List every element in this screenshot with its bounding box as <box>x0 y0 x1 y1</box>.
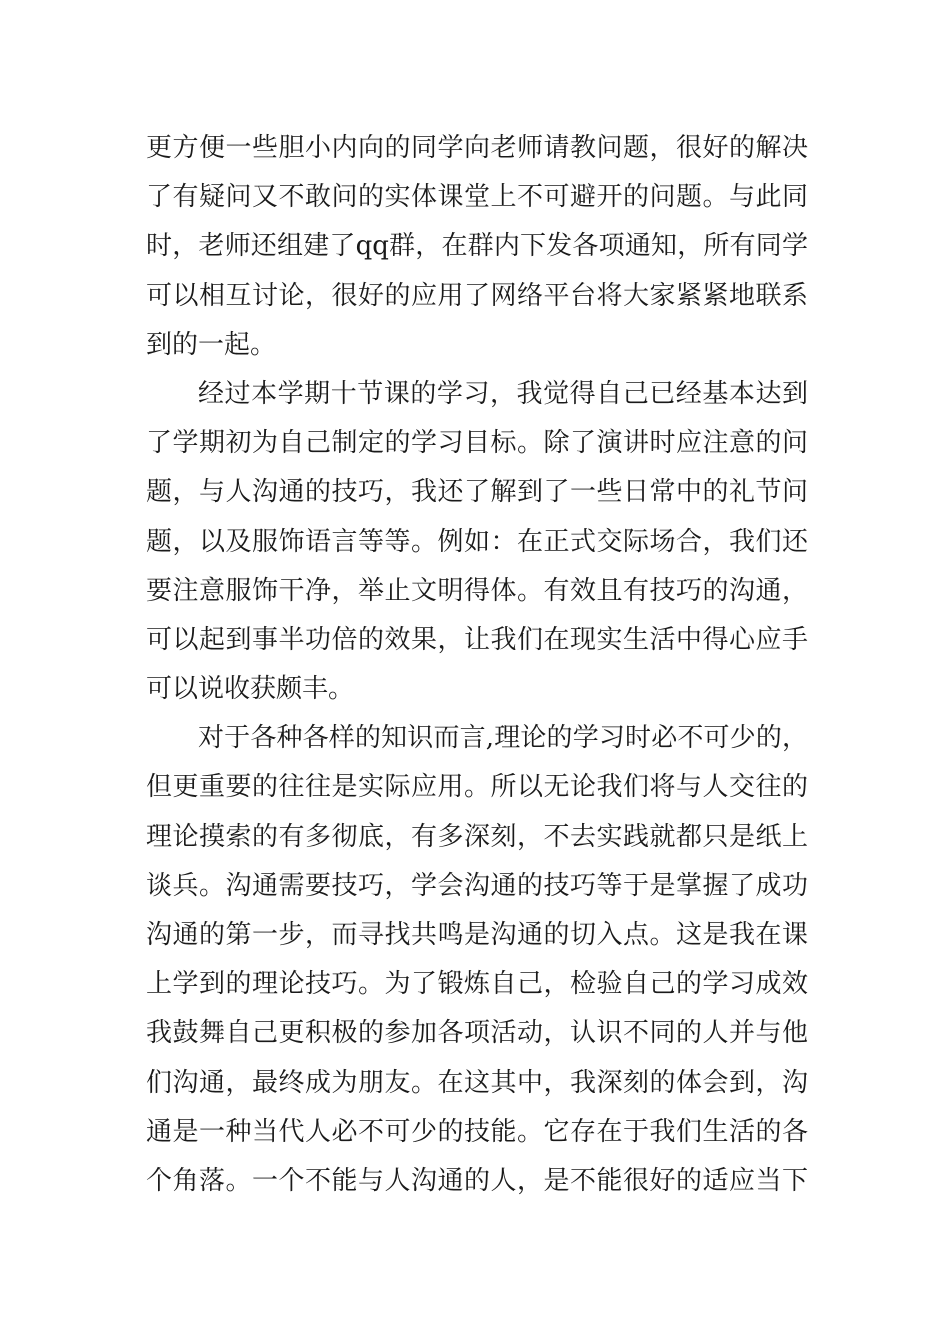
paragraph-2-line-3: 题，与人沟通的技巧，我还了解到了一些日常中的礼节问 <box>146 477 808 508</box>
paragraph-2-line-1: 经过本学期十节课的学习，我觉得自己已经基本达到 <box>198 378 808 409</box>
paragraph-3-line-6: 上学到的理论技巧。为了锻炼自己，检验自己的学习成效 <box>146 969 808 1000</box>
paragraph-3-line-8: 们沟通，最终成为朋友。在这其中，我深刻的体会到，沟 <box>146 1067 808 1098</box>
paragraph-2-line-4: 题，以及服饰语言等等。例如：在正式交际场合，我们还 <box>146 526 808 557</box>
paragraph-3-line-9: 通是一种当代人必不可少的技能。它存在于我们生活的各 <box>146 1116 808 1147</box>
paragraph-2-line-2: 了学期初为自己制定的学习目标。除了演讲时应注意的问 <box>146 428 808 459</box>
paragraph-3-line-4: 谈兵。沟通需要技巧，学会沟通的技巧等于是掌握了成功 <box>146 870 808 901</box>
paragraph-1-line-1: 更方便一些胆小内向的同学向老师请教问题，很好的解决 <box>146 133 808 163</box>
paragraph-2-line-7: 可以说收获颇丰。 <box>146 674 355 705</box>
paragraph-2-line-5: 要注意服饰干净，举止文明得体。有效且有技巧的沟通， <box>146 575 808 606</box>
document-body <box>146 124 808 1206</box>
paragraph-3-line-10: 个角落。一个不能与人沟通的人，是不能很好的适应当下 <box>146 1165 808 1196</box>
paragraph-3-line-1: 对于各种各样的知识而言,理论的学习时必不可少的， <box>198 723 808 754</box>
paragraph-1-line-4: 可以相互讨论，很好的应用了网络平台将大家紧紧地联系 <box>146 280 808 311</box>
paragraph-1-line-5: 到的一起。 <box>146 329 277 360</box>
paragraph-3-line-2: 但更重要的往往是实际应用。所以无论我们将与人交往的 <box>146 772 808 803</box>
paragraph-3-line-5: 沟通的第一步，而寻找共鸣是沟通的切入点。这是我在课 <box>146 920 808 950</box>
paragraph-1-line-2: 了有疑问又不敢问的实体课堂上不可避开的问题。与此同 <box>146 182 808 213</box>
paragraph-1-line-3: 时，老师还组建了qq群，在群内下发各项通知，所有同学 <box>146 231 808 262</box>
paragraph-3-line-3: 理论摸索的有多彻底，有多深刻，不去实践就都只是纸上 <box>146 821 808 852</box>
paragraph-2-line-6: 可以起到事半功倍的效果，让我们在现实生活中得心应手 <box>146 624 808 655</box>
paragraph-3-line-7: 我鼓舞自己更积极的参加各项活动，认识不同的人并与他 <box>146 1018 808 1049</box>
